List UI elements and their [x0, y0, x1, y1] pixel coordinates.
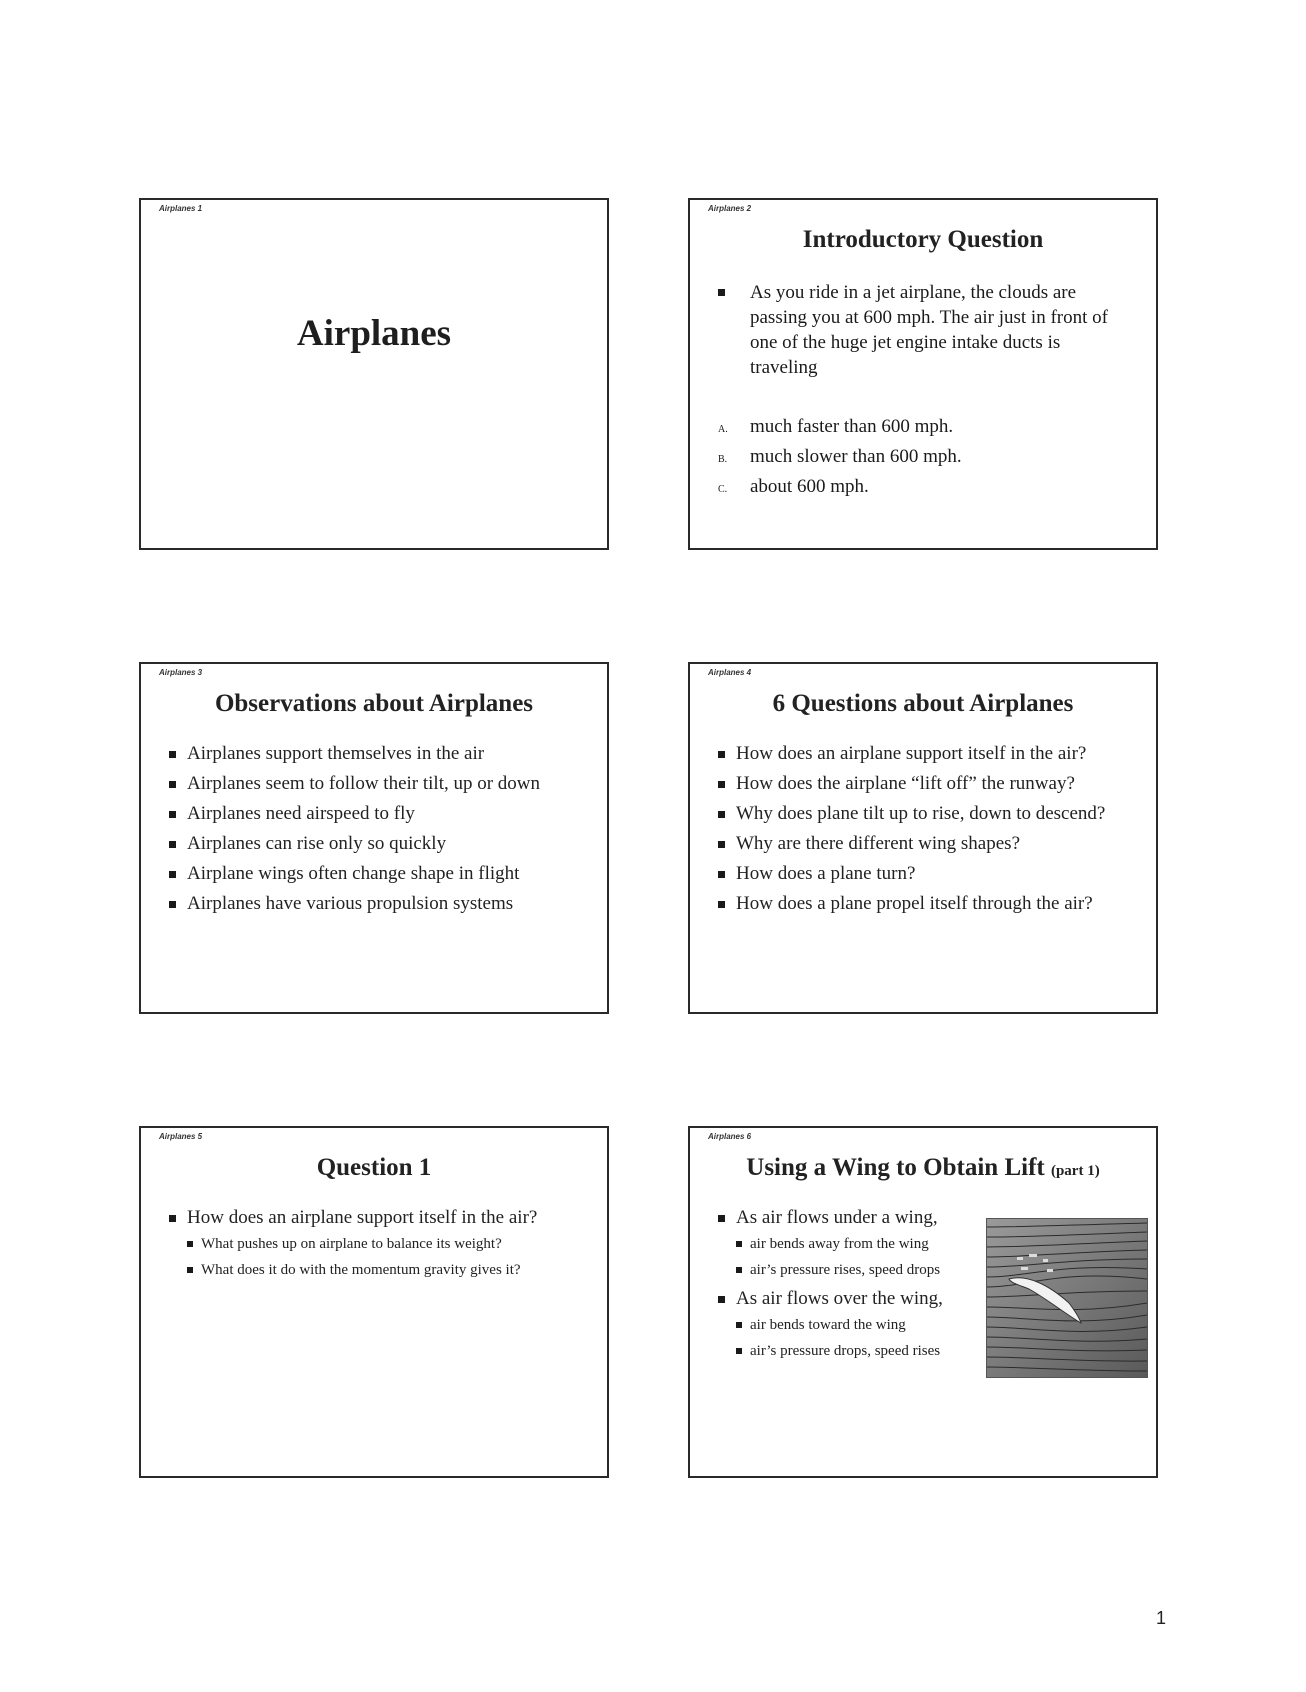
sub-list-item-text: air’s pressure rises, speed drops	[750, 1262, 941, 1278]
slide-title: 6 Questions about Airplanes	[772, 690, 1074, 717]
list-item-text: As air flows over the wing,	[736, 1288, 943, 1309]
slide-header: Airplanes 2	[708, 204, 752, 213]
sub-list-item	[736, 1236, 1008, 1253]
slide-header: Airplanes 3	[159, 668, 203, 677]
sub-list-item-text: What pushes up on airplane to balance its weight?	[201, 1236, 502, 1252]
list-item-text: How does a plane propel itself through the air?	[736, 893, 1093, 914]
list-item-text: Airplane wings often change shape in flight	[187, 863, 520, 884]
bullet-list	[718, 744, 1105, 924]
slide-3	[139, 662, 609, 1014]
slide-header: Airplanes 5	[159, 1132, 203, 1141]
sub-list-item	[736, 1343, 1008, 1360]
answer-letter: C.	[718, 484, 728, 495]
slide-title	[690, 1154, 1156, 1182]
list-item-text: How does a plane turn?	[736, 863, 916, 884]
list-item	[169, 774, 540, 794]
sub-list-item-text: air bends away from the wing	[750, 1236, 929, 1252]
sub-list-item	[736, 1317, 1008, 1334]
bullet-square-icon	[169, 811, 176, 818]
bullet-square-icon	[736, 1241, 742, 1247]
question-text-content: As you ride in a jet airplane, the clouds are passing you at 600 mph. The air just in front of one of the huge jet engine intake ducts is traveling	[750, 282, 1108, 378]
sub-bullet-list	[187, 1236, 537, 1279]
slide-5	[139, 1126, 609, 1478]
slide-title: Observations about Airplanes	[214, 690, 534, 717]
answer-list	[718, 416, 962, 506]
answer-option	[718, 476, 962, 498]
list-item	[169, 864, 540, 884]
bullet-square-icon	[718, 811, 725, 818]
bullet-square-icon	[187, 1241, 193, 1247]
question-block	[718, 280, 1118, 380]
airflow-wing-image	[986, 1218, 1148, 1378]
sub-bullet-list	[736, 1317, 1008, 1360]
sub-list-item	[187, 1262, 537, 1279]
list-item	[718, 744, 1105, 764]
list-item-text: How does an airplane support itself in the air?	[736, 743, 1087, 764]
bullet-square-icon	[187, 1267, 193, 1273]
slide-header: Airplanes 1	[159, 204, 203, 213]
slide-header: Airplanes 4	[708, 668, 752, 677]
bullet-square-icon	[718, 781, 725, 788]
bullet-square-icon	[736, 1348, 742, 1354]
answer-text: much slower than 600 mph.	[750, 446, 962, 467]
list-item-text: Why does plane tilt up to rise, down to descend?	[736, 803, 1106, 824]
bullet-list	[169, 1208, 537, 1289]
list-item	[718, 774, 1105, 794]
slide-1	[139, 198, 609, 550]
list-item-text: Airplanes have various propulsion systems	[187, 893, 514, 914]
answer-option	[718, 446, 962, 468]
bullet-square-icon	[736, 1322, 742, 1328]
sub-list-item	[736, 1262, 1008, 1279]
bullet-square-icon	[718, 289, 725, 296]
sub-bullet-list	[736, 1236, 1008, 1279]
bullet-square-icon	[718, 1215, 725, 1222]
bullet-square-icon	[718, 901, 725, 908]
list-item-text: How does an airplane support itself in the air?	[187, 1207, 538, 1228]
bullet-square-icon	[169, 1215, 176, 1222]
list-item	[169, 744, 540, 764]
slide-title: Introductory Question	[802, 226, 1044, 253]
bullet-square-icon	[718, 871, 725, 878]
bullet-square-icon	[169, 901, 176, 908]
sub-list-item-text: air’s pressure drops, speed rises	[750, 1343, 941, 1359]
list-item-text: Airplanes seem to follow their tilt, up or down	[187, 773, 541, 794]
slide-title-text: Using a Wing to Obtain Lift	[746, 1154, 1045, 1181]
page-number: 1	[1155, 1608, 1166, 1628]
list-item	[718, 834, 1105, 854]
bullet-square-icon	[169, 751, 176, 758]
list-item	[718, 894, 1105, 914]
list-item	[718, 1208, 1008, 1279]
airflow-wing-svg	[987, 1219, 1147, 1377]
list-item-text: As air flows under a wing,	[736, 1207, 938, 1228]
bullet-square-icon	[169, 781, 176, 788]
sub-list-item-text: What does it do with the momentum gravity gives it?	[201, 1262, 521, 1278]
slide-header: Airplanes 6	[708, 1132, 752, 1141]
slide-2	[688, 198, 1158, 550]
answer-text: much faster than 600 mph.	[750, 416, 954, 437]
sub-list-item	[187, 1236, 537, 1253]
slide-title: Airplanes	[296, 313, 452, 354]
answer-option	[718, 416, 962, 438]
list-item-text: How does the airplane “lift off” the runway?	[736, 773, 1075, 794]
list-item-text: Airplanes can rise only so quickly	[187, 833, 447, 854]
list-item	[718, 804, 1105, 824]
slide-title: Question 1	[316, 1154, 432, 1181]
bullet-square-icon	[736, 1267, 742, 1273]
list-item	[169, 1208, 537, 1279]
bullet-list	[718, 1208, 1008, 1370]
bullet-square-icon	[169, 841, 176, 848]
bullet-square-icon	[169, 871, 176, 878]
slide-6	[688, 1126, 1158, 1478]
list-item	[169, 834, 540, 854]
list-item	[169, 894, 540, 914]
slide-title-part: (part 1)	[1050, 1163, 1100, 1179]
list-item-text: Airplanes support themselves in the air	[187, 743, 485, 764]
list-item-text: Airplanes need airspeed to fly	[187, 803, 415, 824]
bullet-list	[169, 744, 540, 924]
bullet-square-icon	[718, 751, 725, 758]
bullet-square-icon	[718, 1296, 725, 1303]
list-item	[169, 804, 540, 824]
sub-list-item-text: air bends toward the wing	[750, 1317, 906, 1333]
list-item	[718, 1289, 1008, 1360]
bullet-square-icon	[718, 841, 725, 848]
answer-letter: A.	[718, 424, 728, 435]
answer-text: about 600 mph.	[750, 476, 869, 497]
list-item-text: Why are there different wing shapes?	[736, 833, 1020, 854]
list-item	[718, 864, 1105, 884]
question-text	[718, 280, 1118, 380]
answer-letter: B.	[718, 454, 728, 465]
slide-4	[688, 662, 1158, 1014]
